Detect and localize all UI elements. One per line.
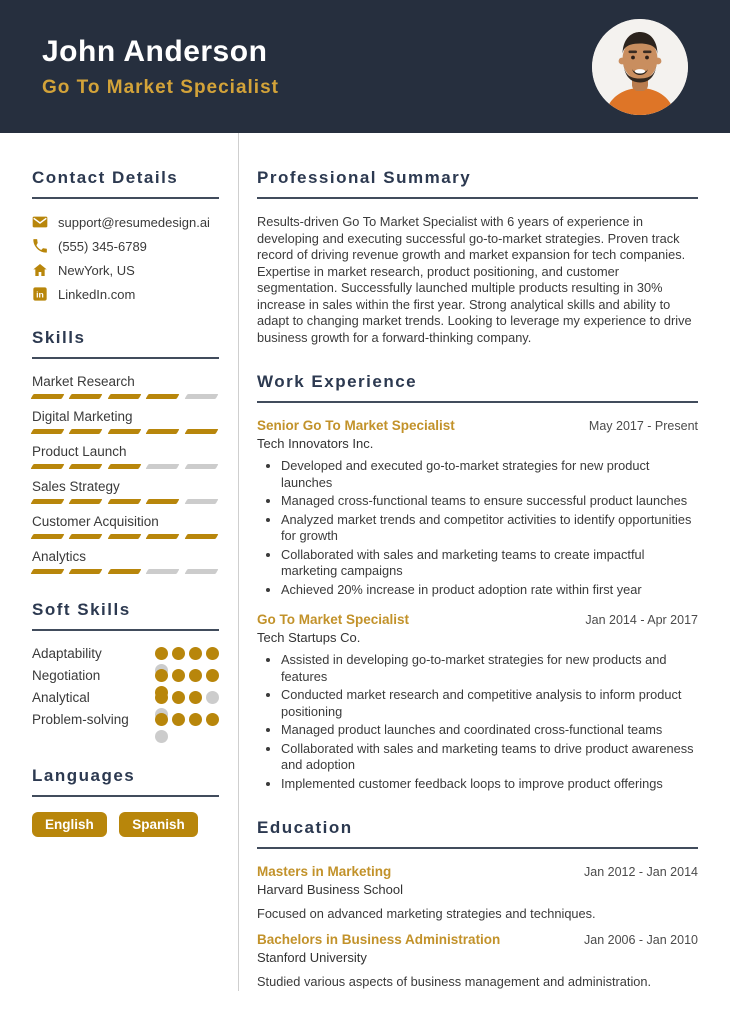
job-bullet-list: [257, 458, 698, 598]
job-entry: [257, 418, 698, 598]
skill-label: Market Research: [32, 374, 135, 389]
skill-item: [32, 444, 219, 469]
contact-location-row: [32, 262, 219, 278]
soft-skill-item: [32, 712, 219, 734]
person-name: John Anderson: [42, 34, 268, 68]
job-title: Senior Go To Market Specialist: [257, 418, 455, 433]
job-dates: May 2017 - Present: [588, 419, 698, 433]
contact-email-text[interactable]: support@resumedesign.ai: [58, 214, 210, 230]
education-description: Studied various aspects of business management and administration.: [257, 974, 652, 989]
contact-email-row: [32, 214, 219, 230]
language-badge: Spanish: [119, 812, 198, 837]
soft-skills-section: [32, 600, 219, 734]
languages-section: [32, 766, 219, 837]
skill-bar: [32, 534, 219, 539]
soft-skill-item: [32, 668, 219, 690]
job-dates: Jan 2014 - Apr 2017: [585, 613, 698, 627]
job-bullet: • Collaborated with sales and marketing teams to drive product awareness and adoption: [281, 741, 698, 774]
skill-item: [32, 514, 219, 539]
skill-bar: [32, 499, 219, 504]
svg-text:in: in: [36, 289, 44, 300]
skill-bar: [32, 569, 219, 574]
contact-section: [32, 168, 219, 302]
soft-skill-dots: [155, 713, 219, 726]
education-entry: [257, 932, 698, 989]
contact-linkedin-text[interactable]: LinkedIn.com: [58, 286, 136, 302]
experience-section: [257, 372, 698, 792]
job-bullet: • Collaborated with sales and marketing teams to create impactful marketing campaigns: [281, 547, 698, 580]
summary-heading: Professional Summary: [257, 168, 698, 199]
job-bullet: • Analyzed market trends and competitor activities to identify opportunities for growth: [281, 512, 698, 545]
skill-bar: [32, 394, 219, 399]
soft-skill-dots: [155, 647, 219, 660]
education-section: [257, 818, 698, 989]
skill-item: [32, 374, 219, 399]
skill-item: [32, 479, 219, 504]
job-bullet: • Implemented customer feedback loops to improve product offerings: [281, 776, 698, 793]
education-entry: [257, 864, 698, 921]
job-company: Tech Startups Co.: [257, 630, 361, 645]
linkedin-icon: [32, 286, 48, 302]
skill-item: [32, 409, 219, 434]
contact-location-text: NewYork, US: [58, 262, 135, 278]
soft-skill-item: [32, 646, 219, 668]
skill-item: [32, 549, 219, 574]
soft-skill-item: [32, 690, 219, 712]
job-title: Go To Market Specialist: [257, 612, 410, 627]
education-heading: Education: [257, 818, 698, 849]
degree-dates: Jan 2006 - Jan 2010: [584, 933, 698, 947]
languages-heading: Languages: [32, 766, 219, 797]
profile-photo-illustration: [592, 19, 688, 115]
job-bullet: • Managed cross-functional teams to ensure successful product launches: [281, 493, 698, 510]
soft-skills-heading: Soft Skills: [32, 600, 219, 631]
header-text: [42, 35, 279, 99]
header: [0, 0, 730, 133]
soft-skill-dots: [155, 669, 219, 682]
degree-dates: Jan 2012 - Jan 2014: [584, 865, 698, 879]
job-bullet: • Managed product launches and coordinated cross-functional teams: [281, 722, 698, 739]
job-bullet: • Achieved 20% increase in product adoption rate within first year: [281, 582, 698, 599]
summary-section: [257, 168, 698, 346]
resume-body: [0, 133, 730, 991]
soft-skill-label: Negotiation: [32, 668, 101, 683]
job-bullet: • Developed and executed go-to-market strategies for new product launches: [281, 458, 698, 491]
experience-heading: Work Experience: [257, 372, 698, 403]
job-company: Tech Innovators Inc.: [257, 436, 374, 451]
person-title: Go To Market Specialist: [42, 76, 279, 98]
education-description: Focused on advanced marketing strategies and techniques.: [257, 906, 596, 921]
degree-title: Bachelors in Business Administration: [257, 932, 501, 947]
language-badge: English: [32, 812, 107, 837]
skill-label: Sales Strategy: [32, 479, 120, 494]
email-icon: [32, 214, 48, 230]
home-icon: [32, 262, 48, 278]
soft-skill-label: Problem-solving: [32, 712, 129, 727]
skills-section: [32, 328, 219, 574]
contact-linkedin-row: [32, 286, 219, 302]
job-entry: [257, 612, 698, 792]
soft-skill-dots: [155, 691, 219, 704]
job-bullet-list: [257, 652, 698, 792]
job-bullet: • Assisted in developing go-to-market strategies for new products and features: [281, 652, 698, 685]
skill-bar: [32, 429, 219, 434]
main-column: [239, 133, 730, 991]
skills-heading: Skills: [32, 328, 219, 359]
skill-label: Analytics: [32, 549, 87, 564]
phone-icon: [32, 238, 48, 254]
skill-label: Customer Acquisition: [32, 514, 159, 529]
job-bullet: • Conducted market research and competitive analysis to inform product positioning: [281, 687, 698, 720]
skill-label: Digital Marketing: [32, 409, 133, 424]
summary-text: Results-driven Go To Market Specialist with 6 years of experience in developing and executing successful go-to-market strategies. Proven track record of driving revenue growth and market expansion for tech companies. Expertise in market research, product positioning, and customer segmentation. Successfully launched multiple products resulting in 30% increase in sales within the first year. Strong analytical skills and ability to adapt to changing market trends. Looking to leverage my experience to drive business growth for a forward-thinking company.: [257, 214, 692, 345]
skill-bar: [32, 464, 219, 469]
sidebar: [0, 133, 239, 991]
skill-label: Product Launch: [32, 444, 127, 459]
school-name: Harvard Business School: [257, 882, 403, 897]
soft-skill-label: Analytical: [32, 690, 90, 705]
degree-title: Masters in Marketing: [257, 864, 392, 879]
contact-phone-row: [32, 238, 219, 254]
soft-skill-label: Adaptability: [32, 646, 102, 661]
profile-photo: [592, 19, 688, 115]
school-name: Stanford University: [257, 950, 367, 965]
contact-phone-text: (555) 345-6789: [58, 238, 147, 254]
contact-heading: Contact Details: [32, 168, 219, 199]
